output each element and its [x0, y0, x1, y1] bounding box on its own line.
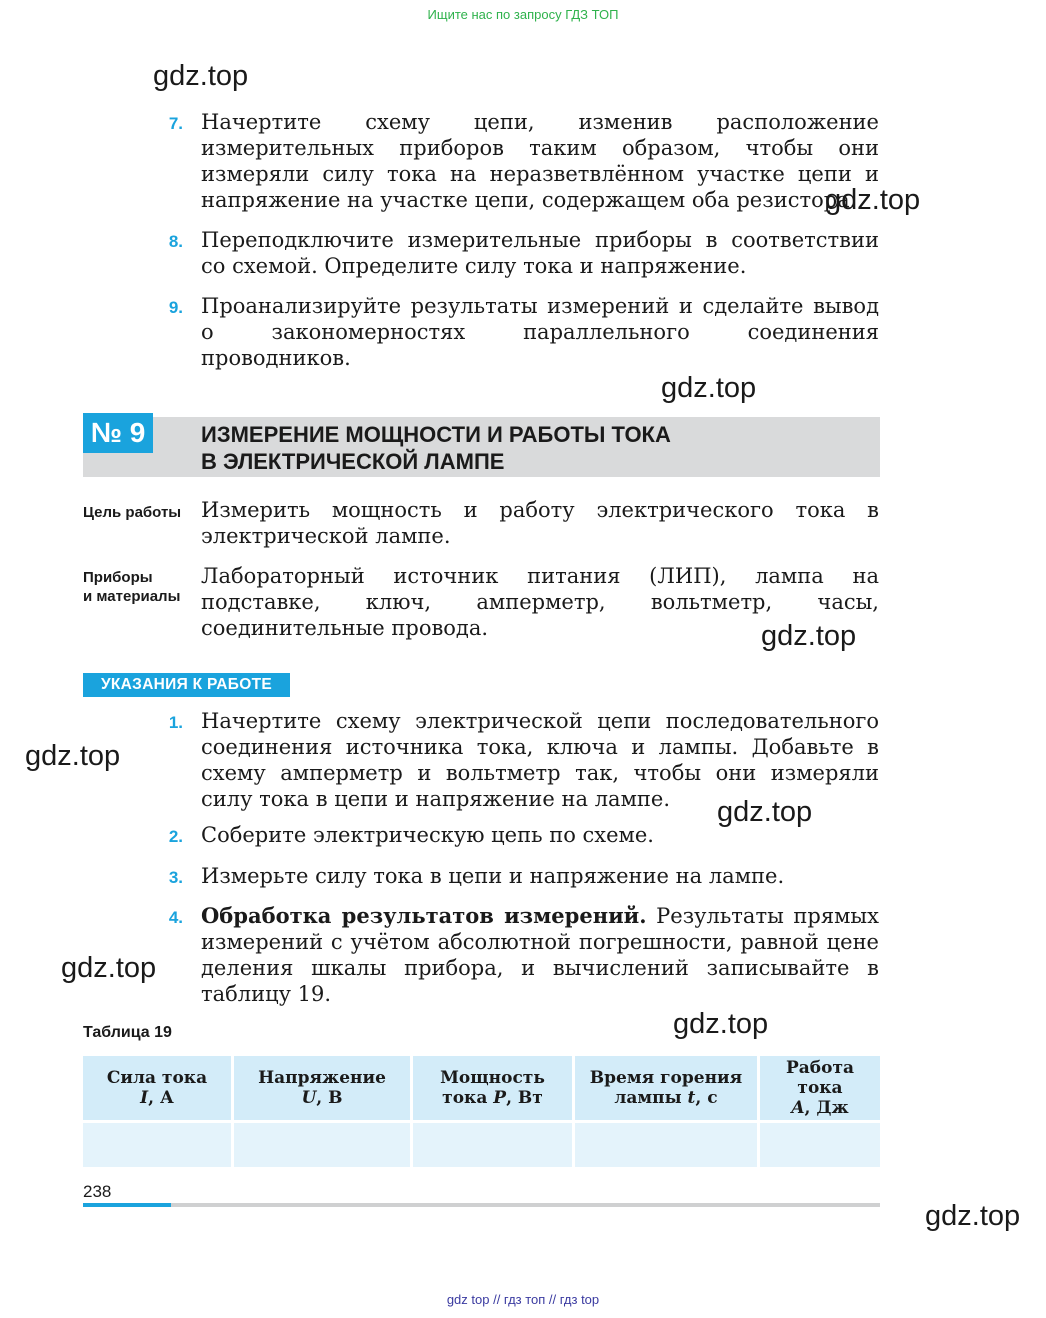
header-unit: , Вт	[506, 1088, 543, 1108]
step-number: 2.	[168, 827, 183, 846]
watermark: gdz.top	[673, 1008, 769, 1040]
header-symbol: t	[687, 1088, 696, 1108]
equipment-text: Лабораторный источник питания (ЛИП), лампа на подставке, ключ, амперметр, вольтметр, часы, соединительные провода.	[201, 564, 879, 640]
table-cell	[412, 1122, 574, 1168]
section-number: № 9	[83, 413, 153, 453]
header-prefix: лампы	[614, 1088, 688, 1108]
bottom-links[interactable]: gdz top // гдз топ // гдз top	[446, 1292, 600, 1307]
header-line: Мощность	[440, 1068, 545, 1088]
step-number: 4.	[168, 908, 183, 927]
table-cell	[83, 1122, 233, 1168]
goal-text: Измерить мощность и работу электрического тока в электрической лампе.	[201, 498, 879, 548]
table-caption: Таблица 19	[83, 1024, 172, 1041]
header-line: Напряжение	[258, 1068, 386, 1088]
header-line: Сила тока	[106, 1068, 208, 1088]
watermark: gdz.top	[153, 60, 249, 92]
top-banner[interactable]: Ищите нас по запросу ГДЗ ТОП	[427, 7, 619, 22]
watermark: gdz.top	[661, 372, 757, 404]
goal-label: Цель работы	[83, 504, 182, 521]
equipment-label-line: Приборы	[83, 569, 153, 586]
table-header-row	[83, 1056, 880, 1122]
page-number: 238	[83, 1182, 112, 1201]
table-cell	[233, 1122, 412, 1168]
step-number: 9.	[168, 298, 183, 317]
header-symbol: P	[493, 1088, 507, 1108]
step-number: 8.	[168, 232, 183, 251]
column-header-power	[412, 1056, 574, 1122]
watermark: gdz.top	[717, 796, 813, 828]
step-text: Начертите схему электрической цепи последовательного соединения источника тока, ключа и лампы. Добавьте в схему амперметр и вольтметр так, чтобы они измеряли силу тока в цепи и напряжение на лампе.	[201, 709, 879, 811]
column-header-work	[759, 1056, 881, 1122]
step-bold-lead: Обработка результатов измерений.	[201, 903, 647, 928]
table-cell	[574, 1122, 759, 1168]
equipment-label	[83, 568, 180, 606]
table-cell	[759, 1122, 881, 1168]
step-number: 7.	[168, 114, 183, 133]
watermark: gdz.top	[925, 1200, 1021, 1232]
header-unit: , с	[695, 1088, 718, 1108]
watermark: gdz.top	[61, 952, 157, 984]
watermark: gdz.top	[761, 620, 857, 652]
header-unit: , А	[148, 1088, 174, 1108]
table-row	[83, 1122, 880, 1168]
instructions-badge: УКАЗАНИЯ К РАБОТЕ	[83, 673, 290, 697]
results-table	[83, 1056, 880, 1167]
section-title-line: В ЭЛЕКТРИЧЕСКОЙ ЛАМПЕ	[201, 449, 505, 474]
header-line: Работа тока	[785, 1058, 855, 1098]
header-line: Время горения	[589, 1068, 743, 1088]
section-title-line: ИЗМЕРЕНИЕ МОЩНОСТИ И РАБОТЫ ТОКА	[201, 422, 671, 447]
step-text: Проанализируйте результаты измерений и сделайте вывод о закономерностях параллельного соединения проводников.	[201, 294, 879, 370]
header-prefix: тока	[442, 1088, 494, 1108]
header-symbol: A	[791, 1098, 805, 1118]
column-header-time	[574, 1056, 759, 1122]
step-text: Начертите схему цепи, изменив расположение измерительных приборов таким образом, чтобы они измеряли силу тока на неразветвлённом участке цепи и напряжение на участке цепи, содержащем оба резистора.	[201, 110, 879, 212]
header-unit: , Дж	[804, 1098, 849, 1118]
equipment-label-line: и материалы	[83, 588, 181, 605]
step-number: 1.	[168, 713, 183, 732]
step-text-rest: Результаты прямых измерений с учётом абсолютной погрешности, равной цене деления шкалы прибора, и вычислений записывайте в таблицу 19.	[201, 904, 879, 1006]
step-text	[201, 903, 879, 1007]
watermark: gdz.top	[825, 184, 921, 216]
watermark: gdz.top	[25, 740, 121, 772]
header-symbol: U	[301, 1088, 317, 1108]
footer-accent	[83, 1203, 171, 1207]
step-text: Соберите электрическую цепь по схеме.	[201, 823, 654, 847]
column-header-current	[83, 1056, 233, 1122]
column-header-voltage	[233, 1056, 412, 1122]
header-symbol: I	[140, 1088, 149, 1108]
step-text: Переподключите измерительные приборы в соответствии со схемой. Определите силу тока и напряжение.	[201, 228, 879, 278]
step-text: Измерьте силу тока в цепи и напряжение на лампе.	[201, 864, 785, 888]
header-unit: , В	[316, 1088, 343, 1108]
step-number: 3.	[168, 868, 183, 887]
section-title	[201, 421, 671, 475]
footer-divider	[83, 1203, 880, 1207]
